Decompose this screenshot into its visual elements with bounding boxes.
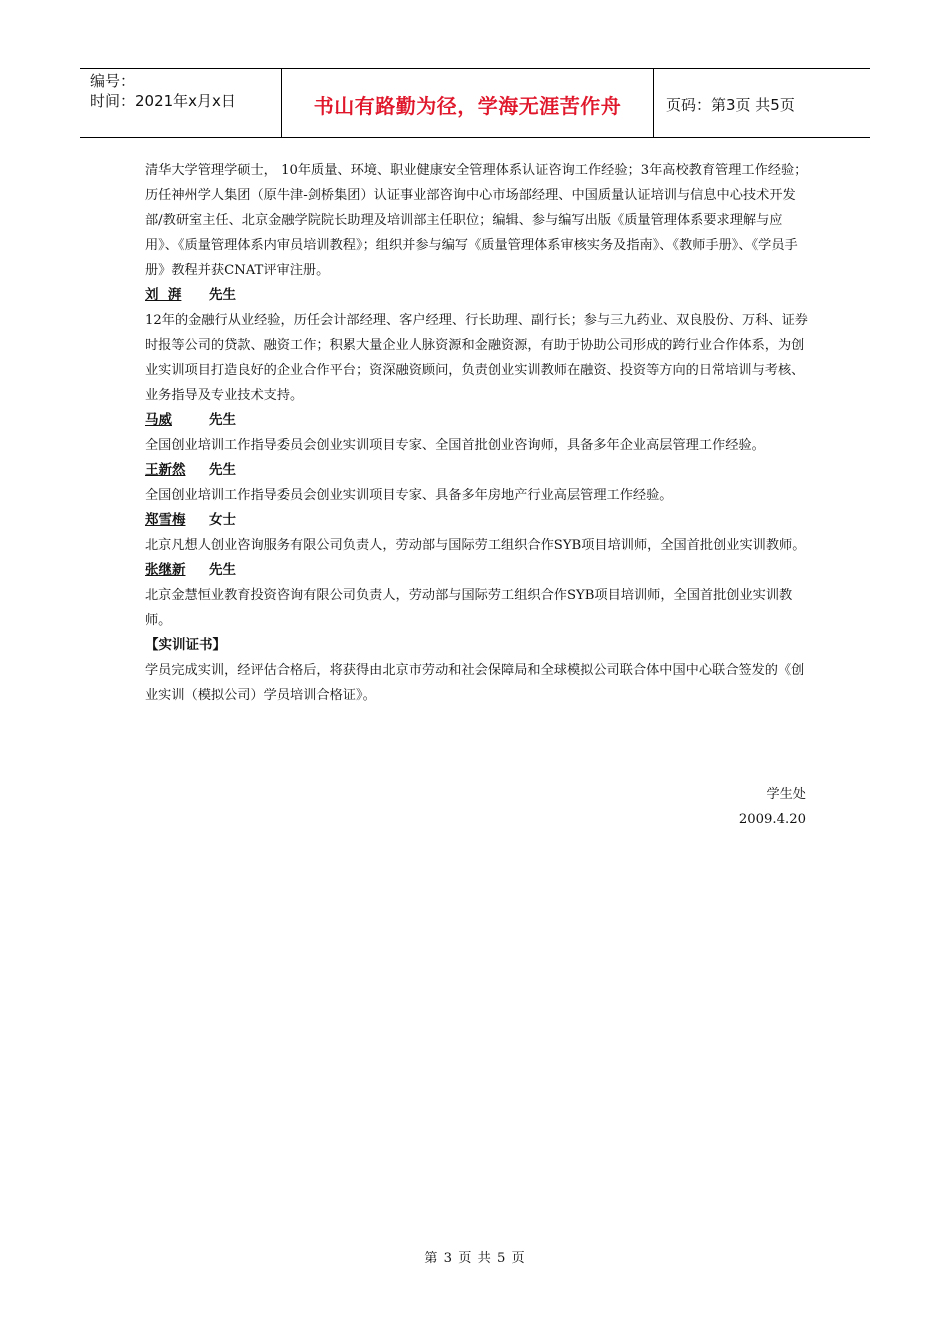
person-entry bbox=[145, 408, 813, 458]
person-bio: 北京金慧恒业教育投资咨询有限公司负责人，劳动部与国际劳工组织合作SYB项目培训师，全国首批创业实训教师。 bbox=[145, 588, 793, 628]
person-heading bbox=[145, 458, 813, 483]
header-motto-cell bbox=[282, 69, 654, 137]
person-name: 马威 bbox=[145, 412, 172, 428]
person-title: 先生 bbox=[209, 287, 236, 303]
person-entry bbox=[145, 458, 813, 508]
person-name: 郑雪梅 bbox=[145, 512, 186, 528]
person-title: 女士 bbox=[209, 512, 236, 528]
person-bio: 全国创业培训工作指导委员会创业实训项目专家、全国首批创业咨询师，具备多年企业高层管理工作经验。 bbox=[145, 438, 765, 453]
person-bio: 12年的金融行从业经验，历任会计部经理、客户经理、行长助理、副行长；参与三九药业、双良股份、万科、证券时报等公司的贷款、融资工作；积累大量企业人脉资源和金融资源，有助于协助公司形成的跨行业合作体系，为创业实训项目打造良好的企业合作平台；资深融资顾问，负责创业实训教师在融资、投资等方向的日常培训与考核、业务指导及专业技术支持。 bbox=[145, 313, 808, 403]
header-page-number: 页码：第3页 共5页 bbox=[666, 95, 795, 114]
person-heading bbox=[145, 508, 813, 533]
person-title: 先生 bbox=[209, 562, 236, 578]
document-time-label: 时间：2021年x月x日 bbox=[90, 92, 236, 110]
person-name: 王新然 bbox=[145, 462, 186, 478]
person-entry bbox=[145, 508, 813, 558]
header-page-cell bbox=[654, 69, 870, 137]
document-number-label: 编号： bbox=[90, 72, 136, 90]
person-entry bbox=[145, 283, 813, 408]
header-meta-cell bbox=[80, 69, 282, 137]
document-body bbox=[145, 158, 813, 708]
person-heading bbox=[145, 408, 813, 433]
person-bio: 北京凡想人创业咨询服务有限公司负责人，劳动部与国际劳工组织合作SYB项目培训师，全国首批创业实训教师。 bbox=[145, 538, 806, 553]
certificate-heading: 【实训证书】 bbox=[145, 637, 226, 653]
header-motto: 书山有路勤为径，学海无涯苦作舟 bbox=[313, 93, 622, 118]
person-heading bbox=[145, 283, 813, 308]
person-title: 先生 bbox=[209, 412, 236, 428]
signature-date: 2009.4.20 bbox=[738, 812, 806, 827]
person-entry bbox=[145, 558, 813, 633]
page-footer: 第 3 页 共 5 页 bbox=[424, 1251, 526, 1266]
person-bio: 全国创业培训工作指导委员会创业实训项目专家、具备多年房地产行业高层管理工作经验。 bbox=[145, 488, 673, 503]
person-name: 刘 湃 bbox=[145, 287, 182, 303]
person-title: 先生 bbox=[209, 462, 236, 478]
signature-department: 学生处 bbox=[766, 787, 806, 802]
certificate-text: 学员完成实训，经评估合格后，将获得由北京市劳动和社会保障局和全球模拟公司联合体中国中心联合签发的《创业实训（模拟公司）学员培训合格证》。 bbox=[145, 663, 805, 703]
intro-paragraph: 清华大学管理学硕士， 10年质量、环境、职业健康安全管理体系认证咨询工作经验；3年高校教育管理工作经验；历任神州学人集团（原牛津-剑桥集团）认证事业部咨询中心市场部经理、中国质量认证培训与信息中心技术开发部/教研室主任、北京金融学院院长助理及培训部主任职位；编辑、参与编写出版《质量管理体系要求理解与应用》、《质量管理体系内审员培训教程》；组织并参与编写《质量管理体系审核实务及指南》、《教师手册》、《学员手册》教程并获CNAT评审注册。 bbox=[145, 163, 808, 278]
person-heading bbox=[145, 558, 813, 583]
page-header bbox=[80, 68, 870, 138]
signature-block bbox=[739, 782, 806, 832]
person-name: 张继新 bbox=[145, 562, 186, 578]
